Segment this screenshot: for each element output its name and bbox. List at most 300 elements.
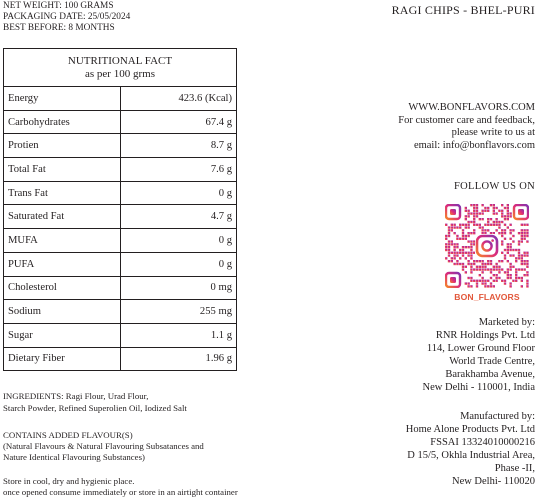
qr-module (526, 254, 528, 256)
qr-module (504, 229, 506, 231)
qr-module (515, 274, 517, 276)
qr-module (495, 280, 497, 282)
qr-module (470, 285, 472, 287)
qr-module (504, 282, 506, 284)
qr-module (448, 260, 450, 262)
qr-module (507, 218, 509, 220)
qr-module (518, 254, 520, 256)
qr-module (495, 274, 497, 276)
qr-module (484, 224, 486, 226)
qr-module (456, 235, 458, 237)
qr-module (473, 229, 475, 231)
qr-module (490, 285, 492, 287)
qr-module (465, 282, 467, 284)
address-line: Barakhamba Avenue, (445, 369, 535, 380)
qr-module (512, 229, 514, 231)
nutrition-row (4, 229, 236, 253)
qr-module (504, 224, 506, 226)
qr-module (501, 235, 503, 237)
qr-module (481, 271, 483, 273)
qr-module (495, 207, 497, 209)
qr-module (523, 263, 525, 265)
qr-module (467, 282, 469, 284)
qr-module (493, 224, 495, 226)
qr-module (509, 254, 511, 256)
qr-module (467, 215, 469, 217)
qr-module (501, 260, 503, 262)
qr-module (445, 243, 447, 245)
address-line: RNR Holdings Pvt. Ltd (435, 330, 535, 341)
nutrient-value: 8.7 g (120, 134, 236, 158)
qr-module (515, 257, 517, 259)
qr-module (467, 277, 469, 279)
address-line: Phase -II, (494, 463, 535, 474)
qr-module (521, 254, 523, 256)
qr-module (509, 215, 511, 217)
qr-module (512, 235, 514, 237)
marketed-by-label: Marketed by: (478, 317, 535, 328)
nutrition-row (4, 323, 236, 347)
qr-module (501, 268, 503, 270)
qr-module (509, 246, 511, 248)
qr-module (448, 243, 450, 245)
qr-finder-top-left (446, 205, 460, 219)
qr-module (526, 240, 528, 242)
qr-module (467, 252, 469, 254)
qr-module (465, 238, 467, 240)
qr-module (479, 226, 481, 228)
qr-module (481, 210, 483, 212)
qr-module (481, 268, 483, 270)
flavour-line: Nature Identical Flavouring Substances) (3, 452, 145, 462)
qr-module (507, 277, 509, 279)
qr-module (473, 212, 475, 214)
qr-module (509, 274, 511, 276)
qr-module (515, 268, 517, 270)
qr-module (473, 215, 475, 217)
qr-module (498, 266, 500, 268)
nutrient-name: Carbohydrates (4, 110, 120, 134)
qr-module (526, 229, 528, 231)
qr-module (498, 224, 500, 226)
qr-module (453, 257, 455, 259)
qr-module (459, 252, 461, 254)
flavour-line: CONTAINS ADDED FLAVOUR(S) (3, 430, 133, 440)
qr-module (504, 232, 506, 234)
contact-line: For customer care and feedback, (398, 114, 535, 126)
qr-module (501, 240, 503, 242)
qr-module (498, 226, 500, 228)
qr-module (521, 280, 523, 282)
qr-module (495, 277, 497, 279)
qr-module (504, 249, 506, 251)
qr-module (518, 240, 520, 242)
contact-line: please write to us at (451, 127, 535, 138)
qr-module (467, 240, 469, 242)
qr-module (521, 240, 523, 242)
qr-module (484, 285, 486, 287)
qr-module (507, 274, 509, 276)
qr-finder-top-right (514, 205, 528, 219)
ingredients-line: INGREDIENTS: Ragi Flour, Urad Flour, (3, 391, 149, 401)
qr-module (493, 274, 495, 276)
qr-module (493, 210, 495, 212)
qr-module (481, 263, 483, 265)
qr-module (487, 263, 489, 265)
qr-module (490, 224, 492, 226)
qr-module (479, 274, 481, 276)
qr-module (487, 221, 489, 223)
qr-module (456, 263, 458, 265)
qr-module (523, 235, 525, 237)
qr-module (481, 277, 483, 279)
qr-module (509, 268, 511, 270)
qr-module (523, 254, 525, 256)
qr-module (470, 257, 472, 259)
packaging-date: PACKAGING DATE: 25/05/2024 (3, 12, 131, 22)
ingredients-block (3, 391, 187, 414)
qr-module (498, 268, 500, 270)
qr-module (493, 221, 495, 223)
qr-module (504, 215, 506, 217)
qr-module (453, 254, 455, 256)
nutrient-name: Saturated Fat (4, 205, 120, 229)
qr-module (473, 218, 475, 220)
qr-module (462, 266, 464, 268)
qr-module (451, 243, 453, 245)
qr-module (509, 232, 511, 234)
qr-module (487, 260, 489, 262)
qr-module (462, 263, 464, 265)
nutrient-value: 1.96 g (120, 347, 236, 370)
nutrient-name: Sodium (4, 300, 120, 324)
qr-module (448, 246, 450, 248)
qr-module (521, 263, 523, 265)
qr-module (448, 235, 450, 237)
qr-module (521, 224, 523, 226)
qr-module (518, 257, 520, 259)
qr-module (501, 252, 503, 254)
qr-module (498, 210, 500, 212)
qr-module (465, 266, 467, 268)
qr-finder-bottom-left (446, 273, 460, 287)
qr-module (476, 282, 478, 284)
qr-module (448, 229, 450, 231)
qr-module (448, 249, 450, 251)
qr-module (487, 207, 489, 209)
qr-module (484, 207, 486, 209)
nutrient-value: 4.7 g (120, 205, 236, 229)
nutrient-name: PUFA (4, 252, 120, 276)
product-meta (3, 1, 130, 34)
qr-module (509, 238, 511, 240)
qr-module (465, 252, 467, 254)
qr-module (498, 232, 500, 234)
qr-module (479, 266, 481, 268)
qr-module (465, 215, 467, 217)
qr-module (521, 260, 523, 262)
qr-module (493, 285, 495, 287)
qr-module (462, 238, 464, 240)
qr-module (467, 226, 469, 228)
nutrient-name: Protien (4, 134, 120, 158)
qr-module (493, 207, 495, 209)
nutrient-name: MUFA (4, 229, 120, 253)
qr-module (465, 235, 467, 237)
qr-module (490, 282, 492, 284)
qr-module (509, 212, 511, 214)
qr-module (521, 257, 523, 259)
qr-module (459, 263, 461, 265)
qr-module (518, 249, 520, 251)
website-link[interactable]: WWW.BONFLAVORS.COM (408, 102, 535, 113)
ingredients-line: Starch Powder, Refined Superolien Oil, Iodized Salt (3, 402, 187, 413)
flavour-line: (Natural Flavours & Natural Flavouring Subsatances and (3, 441, 204, 451)
qr-module (507, 249, 509, 251)
net-weight: NET WEIGHT: 100 GRAMS (3, 1, 114, 11)
qr-module (509, 277, 511, 279)
qr-module (509, 285, 511, 287)
qr-module (467, 210, 469, 212)
qr-module (476, 204, 478, 206)
qr-module (495, 266, 497, 268)
nutrient-value: 255 mg (120, 300, 236, 324)
qr-module (470, 280, 472, 282)
qr-module (470, 266, 472, 268)
qr-module (526, 280, 528, 282)
nutrition-row (4, 205, 236, 229)
qr-module (470, 212, 472, 214)
qr-module (476, 285, 478, 287)
qr-module (507, 252, 509, 254)
qr-module (518, 232, 520, 234)
nutrition-header (4, 49, 236, 87)
qr-module (476, 215, 478, 217)
qr-module (512, 266, 514, 268)
qr-module (473, 207, 475, 209)
qr-module (523, 238, 525, 240)
qr-module (448, 232, 450, 234)
qr-module (481, 204, 483, 206)
qr-module (515, 280, 517, 282)
instagram-handle[interactable]: BON_FLAVORS (454, 292, 520, 302)
qr-module (459, 224, 461, 226)
qr-module (521, 238, 523, 240)
qr-module (451, 240, 453, 242)
qr-module (479, 268, 481, 270)
qr-module (493, 204, 495, 206)
qr-module (473, 232, 475, 234)
qr-module (465, 218, 467, 220)
qr-module (453, 226, 455, 228)
qr-module (490, 204, 492, 206)
qr-module (521, 232, 523, 234)
qr-module (507, 215, 509, 217)
qr-module (501, 212, 503, 214)
qr-module (453, 243, 455, 245)
qr-module (453, 246, 455, 248)
qr-module (501, 229, 503, 231)
qr-module (526, 252, 528, 254)
qr-module (526, 224, 528, 226)
qr-module (453, 252, 455, 254)
qr-module (462, 224, 464, 226)
qr-module (476, 268, 478, 270)
qr-module (498, 221, 500, 223)
qr-module (448, 254, 450, 256)
qr-module (445, 235, 447, 237)
qr-module (451, 260, 453, 262)
qr-module (495, 224, 497, 226)
qr-module (470, 254, 472, 256)
qr-module (515, 260, 517, 262)
qr-module (507, 210, 509, 212)
qr-module (526, 260, 528, 262)
qr-module (487, 210, 489, 212)
qr-module (493, 266, 495, 268)
nutrition-row (4, 110, 236, 134)
qr-module (445, 238, 447, 240)
qr-module (456, 238, 458, 240)
qr-module (459, 226, 461, 228)
qr-module (507, 268, 509, 270)
qr-module (467, 254, 469, 256)
qr-module (467, 246, 469, 248)
qr-module (465, 271, 467, 273)
qr-module (481, 226, 483, 228)
qr-module (504, 207, 506, 209)
qr-module (476, 210, 478, 212)
qr-module (462, 232, 464, 234)
qr-module (481, 218, 483, 220)
qr-module (484, 263, 486, 265)
qr-module (484, 282, 486, 284)
qr-module (473, 204, 475, 206)
qr-module (465, 246, 467, 248)
qr-module (504, 271, 506, 273)
nutrient-name: Trans Fat (4, 181, 120, 205)
qr-module (507, 260, 509, 262)
qr-module (509, 266, 511, 268)
qr-module (473, 268, 475, 270)
qr-module (487, 224, 489, 226)
qr-module (448, 240, 450, 242)
qr-module (465, 207, 467, 209)
qr-module (507, 212, 509, 214)
qr-module (470, 232, 472, 234)
contact-email[interactable]: email: info@bonflavors.com (413, 139, 535, 151)
qr-module (445, 246, 447, 248)
qr-module (462, 268, 464, 270)
qr-module (509, 249, 511, 251)
qr-module (453, 232, 455, 234)
qr-module (526, 285, 528, 287)
qr-module (504, 254, 506, 256)
qr-module (526, 266, 528, 268)
qr-module (507, 226, 509, 228)
qr-module (473, 280, 475, 282)
qr-module (473, 224, 475, 226)
qr-module (501, 210, 503, 212)
nutrition-subheading: as per 100 grms (85, 68, 155, 80)
qr-module (493, 268, 495, 270)
qr-module (507, 243, 509, 245)
qr-module (448, 226, 450, 228)
qr-module (521, 285, 523, 287)
storage-line: Store in cool, dry and hygienic place. (3, 476, 135, 486)
address-line: 114, Lower Ground Floor (426, 343, 535, 354)
qr-module (467, 224, 469, 226)
nutrient-name: Total Fat (4, 158, 120, 182)
qr-module (470, 240, 472, 242)
qr-module (490, 218, 492, 220)
qr-module (507, 246, 509, 248)
qr-module (518, 243, 520, 245)
address-line: New Delhi- 110020 (451, 476, 535, 487)
qr-module (523, 260, 525, 262)
qr-module (484, 268, 486, 270)
qr-module (523, 229, 525, 231)
nutrient-name: Cholesterol (4, 276, 120, 300)
nutrition-rows (4, 87, 236, 370)
fssai-number: FSSAI 13324010000216 (430, 437, 535, 448)
qr-module (490, 271, 492, 273)
qr-module (501, 221, 503, 223)
qr-module (451, 257, 453, 259)
qr-module (459, 238, 461, 240)
qr-module (487, 280, 489, 282)
qr-module (487, 268, 489, 270)
qr-module (456, 252, 458, 254)
qr-module (467, 232, 469, 234)
qr-module (501, 232, 503, 234)
address-line: World Trade Centre, (449, 356, 535, 367)
qr-module (504, 280, 506, 282)
marketed-by-block (423, 316, 535, 394)
qr-module (495, 212, 497, 214)
qr-module (515, 271, 517, 273)
qr-module (518, 268, 520, 270)
qr-module (470, 249, 472, 251)
qr-module (470, 243, 472, 245)
qr-module (504, 238, 506, 240)
qr-module (521, 268, 523, 270)
qr-module (462, 252, 464, 254)
qr-module (459, 249, 461, 251)
qr-module (476, 224, 478, 226)
qr-module (470, 277, 472, 279)
qr-module (470, 271, 472, 273)
qr-module (521, 277, 523, 279)
qr-module (501, 204, 503, 206)
qr-module (451, 226, 453, 228)
instagram-qr-code-icon[interactable] (445, 204, 529, 288)
qr-module (523, 268, 525, 270)
qr-module (448, 252, 450, 254)
qr-module (473, 263, 475, 265)
qr-module (467, 263, 469, 265)
nutrition-heading: NUTRITIONAL FACT (67, 55, 173, 67)
qr-module (445, 249, 447, 251)
qr-module (479, 224, 481, 226)
qr-module (498, 277, 500, 279)
qr-module (470, 221, 472, 223)
contact-block (398, 102, 535, 152)
qr-module (523, 274, 525, 276)
qr-module (490, 263, 492, 265)
qr-module (456, 246, 458, 248)
qr-module (451, 224, 453, 226)
